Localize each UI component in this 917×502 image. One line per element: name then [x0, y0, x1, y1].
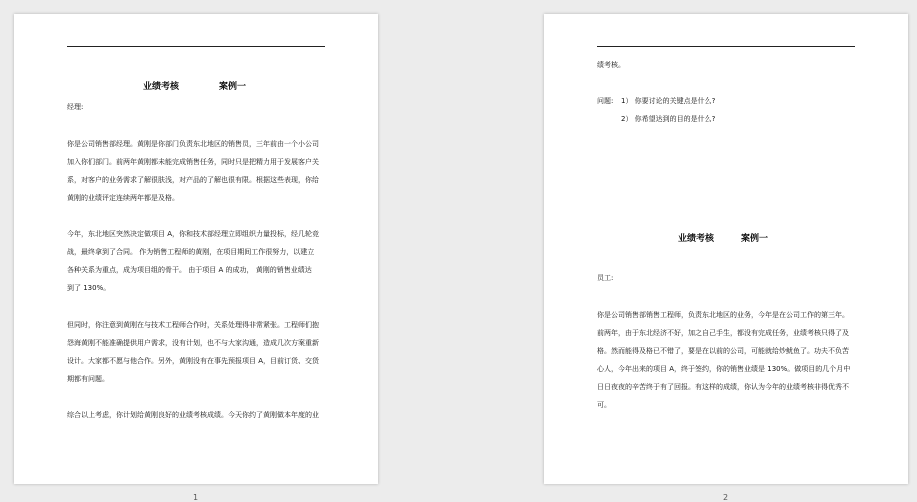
body-line: 前两年，由于东北经济不好，加之自己手生，都没有完成任务，业绩考核只得了及 [597, 329, 849, 337]
salutation: 经理: [67, 103, 84, 111]
body-line: 战，最终拿到了合同。 作为销售工程师的黄刚，在项目期间工作很努力，以建立 [67, 248, 315, 256]
body-line: 到了 130%。 [67, 284, 111, 292]
body-line: 黄刚的业绩评定连续两年都是及格。 [67, 194, 179, 202]
question-label: 问题: [597, 97, 614, 105]
body-line: 综合以上考虑，你计划给黄刚良好的业绩考核成绩。今天你约了黄刚做本年度的业 [67, 411, 319, 419]
body-line: 可。 [597, 401, 611, 409]
case-title: 案例一 [741, 234, 769, 244]
question-item: 2） 你希望达到的目的是什么? [621, 115, 716, 123]
body-line: 系，对客户的业务需求了解很肤浅，对产品的了解也很有限。根据这些表现，你给 [67, 176, 319, 184]
body-line: 设计。大家都不愿与他合作。另外，黄刚没有在事先预报项目 A，目前订货、交货 [67, 357, 320, 365]
body-line: 心人，今年出来的项目 A，终于签约，你的销售业绩是 130%。做项目的几个月中 [597, 365, 851, 373]
page-heading: 业绩考核 [678, 234, 715, 244]
continuation-text: 绩考核。 [597, 61, 625, 69]
body-line: 日日夜夜的辛苦终于有了回报。有这样的成绩，你认为今年的业绩考核非得优秀不 [597, 383, 849, 391]
body-line: 但同时，你注意到黄刚在与技术工程师合作时，关系处理得非常紧张。工程师们抱 [67, 321, 319, 329]
header-rule [67, 46, 325, 47]
body-line: 期都有问题。 [67, 375, 109, 383]
body-line: 你是公司销售部销售工程师，负责东北地区的业务，今年是在公司工作的第三年。 [597, 311, 849, 319]
body-line: 今年，东北地区突然决定做项目 A，你和技术部经理立即组织力量投标，经几轮竞 [67, 230, 320, 238]
page-number: 1 [193, 493, 199, 502]
page-heading: 业绩考核 [143, 82, 180, 92]
header-rule [597, 46, 855, 47]
body-line: 格。然而能得及格已不错了，要是在以前的公司，可能就给炒鱿鱼了。功夫不负苦 [597, 347, 849, 355]
case-title: 案例一 [219, 82, 247, 92]
body-line: 怨海黄刚不能准确提供用户需求，没有计划，也不与大家沟通，造成几次方案重新 [67, 339, 319, 347]
question-item: 1） 你要讨论的关键点是什么? [621, 97, 716, 105]
body-line: 各种关系为重点，成为项目组的骨干。 由于项目 A 的成功， 黄刚的销售业绩达 [67, 266, 312, 274]
salutation: 员工: [597, 274, 614, 282]
document-page-2 [544, 14, 908, 484]
page-number: 2 [723, 493, 729, 502]
document-page-1 [14, 14, 378, 484]
body-line: 加入你们部门。前两年黄刚都未能完成销售任务，同时只是把精力用于发展客户关 [67, 158, 319, 166]
body-line: 你是公司销售部经理。黄刚是你部门负责东北地区的销售员，三年前由一个小公司 [67, 140, 319, 148]
